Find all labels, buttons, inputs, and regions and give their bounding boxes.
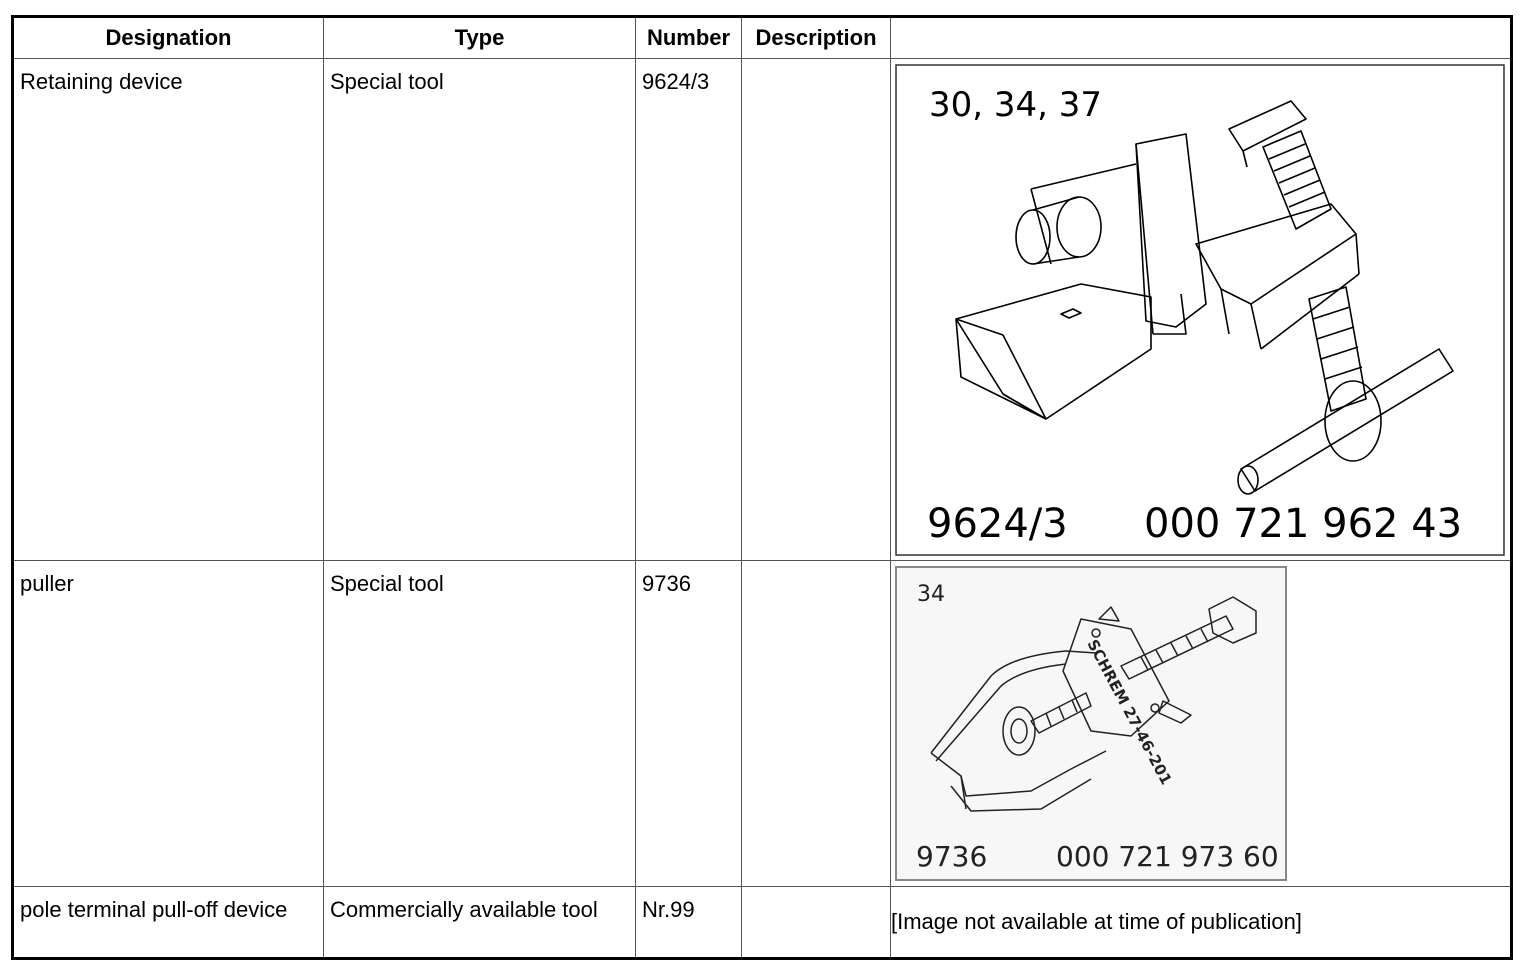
- description-cell: [742, 887, 891, 959]
- header-description: Description: [742, 17, 891, 59]
- figure-tool-number: 9624/3: [927, 501, 1068, 547]
- number-cell: 9624/3: [636, 59, 742, 561]
- puller-stamp: SCHREM 27-46-201: [1083, 636, 1176, 788]
- designation-cell: Retaining device: [13, 59, 324, 561]
- description-cell: [742, 561, 891, 887]
- header-image: [891, 17, 1512, 59]
- number-cell: 9736: [636, 561, 742, 887]
- image-unavailable-text: [Image not available at time of publication]: [891, 887, 1512, 959]
- designation-cell: pole terminal pull-off device: [13, 887, 324, 959]
- number-cell: Nr.99: [636, 887, 742, 959]
- figure-part-number: 000 721 973 60: [1056, 840, 1279, 873]
- figure-part-number: 000 721 962 43: [1144, 501, 1463, 547]
- figure-section-numbers: 34: [917, 582, 945, 607]
- header-type: Type: [324, 17, 636, 59]
- puller-drawing: [891, 561, 1512, 885]
- figure-section-numbers: 30, 34, 37: [929, 85, 1103, 125]
- table-header-row: [13, 17, 1512, 59]
- table-row: [13, 887, 1512, 959]
- image-cell: [891, 59, 1512, 561]
- header-designation: Designation: [13, 17, 324, 59]
- image-cell: [891, 561, 1512, 887]
- table-row: [13, 59, 1512, 561]
- retaining-device-drawing: [891, 59, 1512, 559]
- type-cell: Special tool: [324, 561, 636, 887]
- table-row: [13, 561, 1512, 887]
- designation-cell: puller: [13, 561, 324, 887]
- header-number: Number: [636, 17, 742, 59]
- description-cell: [742, 59, 891, 561]
- type-cell: Commercially available tool: [324, 887, 636, 959]
- type-cell: Special tool: [324, 59, 636, 561]
- special-tools-table: [11, 15, 1513, 960]
- figure-tool-number: 9736: [916, 840, 988, 873]
